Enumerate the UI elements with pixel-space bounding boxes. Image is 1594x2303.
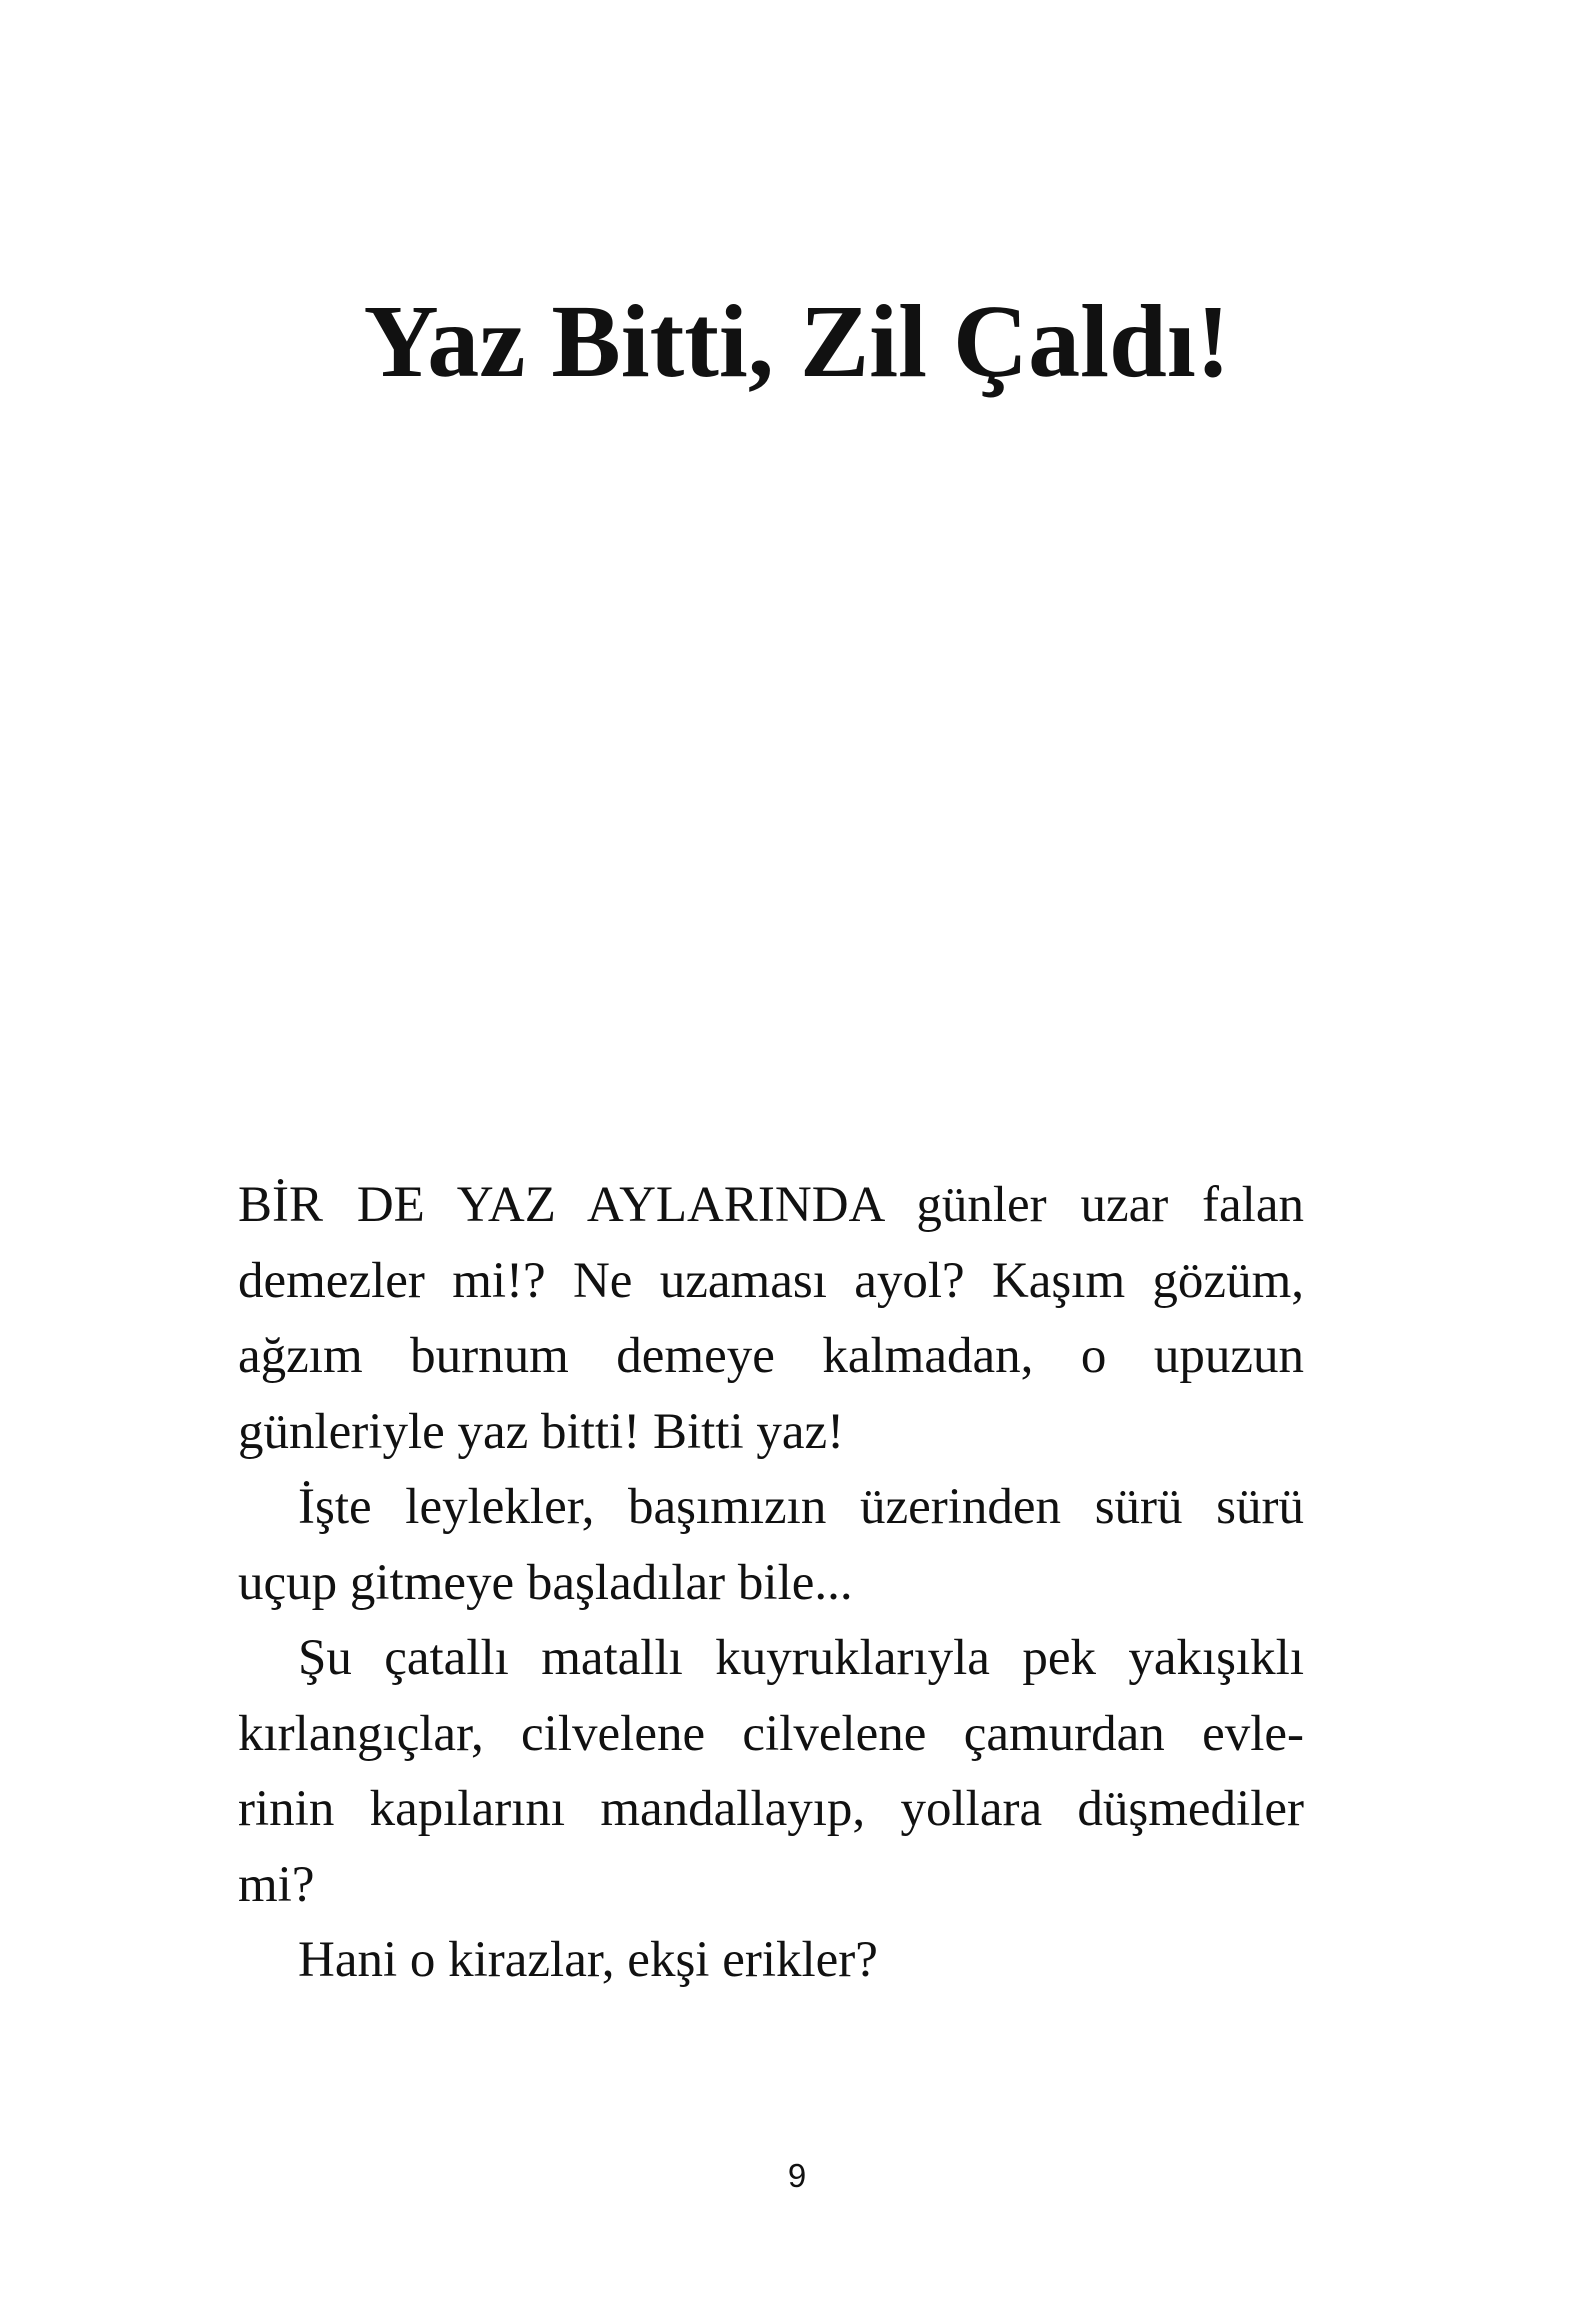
paragraph-2 xyxy=(238,1470,1304,1621)
text-line: BİR DE YAZ AYLARINDA günler uzar falan xyxy=(238,1177,1304,1233)
text-line: Hani o kirazlar, ekşi erikler? xyxy=(298,1932,878,1988)
paragraph-1 xyxy=(238,1168,1304,1470)
paragraph-3 xyxy=(238,1621,1304,1923)
body-text xyxy=(238,1168,1304,1999)
text-line: mi? xyxy=(238,1856,315,1913)
text-line: uçup gitmeye başladılar bile... xyxy=(238,1554,853,1611)
text-line: günleriyle yaz bitti! Bitti yaz! xyxy=(238,1403,845,1460)
text-line: İşte leylekler, başımızın üzerinden sürü sürü xyxy=(298,1479,1304,1535)
text-line: ağzım burnum demeye kalmadan, o upuzun xyxy=(238,1328,1304,1384)
text-line: kırlangıçlar, cilvelene cilvelene çamurdan evle- xyxy=(238,1705,1304,1762)
paragraph-4 xyxy=(238,1923,1304,1999)
chapter-title: Yaz Bitti, Zil Çaldı! xyxy=(363,284,1231,399)
text-line: demezler mi!? Ne uzaması ayol? Kaşım gözüm, xyxy=(238,1252,1304,1309)
text-line: rinin kapılarını mandallayıp, yollara düşmediler xyxy=(238,1781,1304,1837)
page-number: 9 xyxy=(787,2157,807,2194)
text-line: Şu çatallı matallı kuyruklarıyla pek yakışıklı xyxy=(298,1630,1304,1686)
